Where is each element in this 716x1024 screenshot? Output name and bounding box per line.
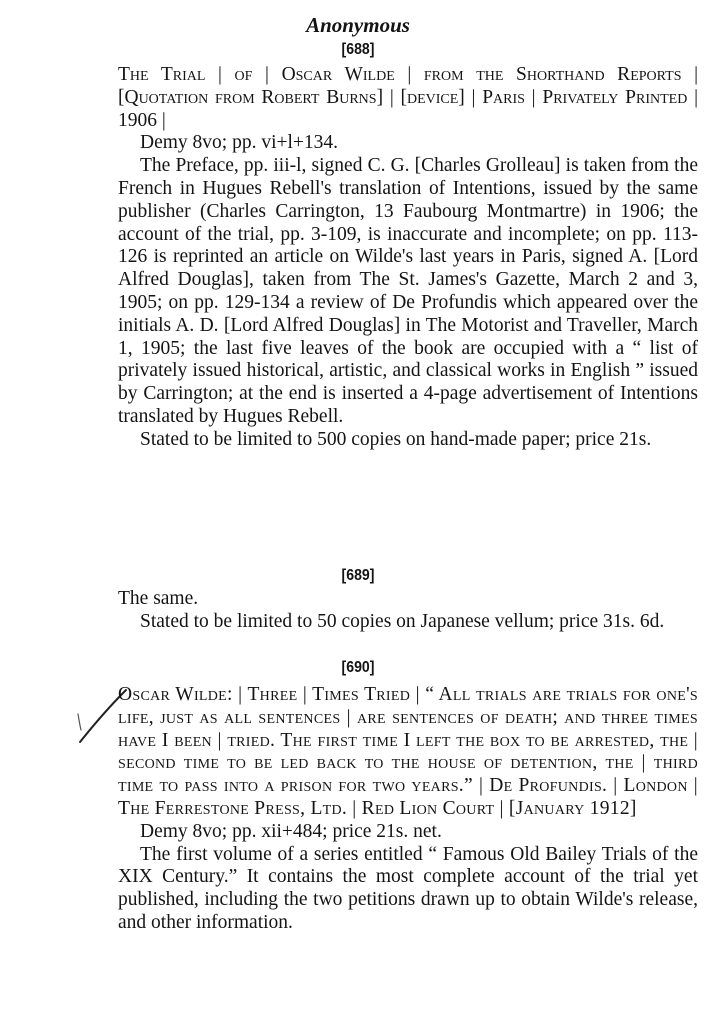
entry-689 bbox=[118, 588, 698, 634]
entry-number-689: [689] bbox=[341, 567, 375, 584]
entry-688-format: Demy 8vo; pp. vi+l+134. bbox=[140, 132, 339, 154]
entry-689-limitation: Stated to be limited to 50 copies on Japanese vellum; price 31s. 6d. bbox=[140, 610, 665, 632]
author-heading: Anonymous bbox=[306, 13, 410, 37]
entry-688-limitation: Stated to be limited to 500 copies on hand-made paper; price 21s. bbox=[140, 428, 652, 450]
entry-690-format: Demy 8vo; pp. xii+484; price 21s. net. bbox=[140, 820, 442, 842]
entry-690-description: The first volume of a series entitled “ Famous Old Bailey Trials of the XIX Century.” It contains the most complete account of the trial yet published, including the two petitions drawn up to obtain Wilde's release, and other information. bbox=[118, 843, 698, 933]
entry-689-title: The same. bbox=[118, 588, 199, 609]
entry-690-title: Oscar Wilde: | Three | Times Tried | “ All trials are trials for one's life, just as all sentences | are sentences of death; and three times have I been | tried. The first time I left the box to be arrested, the | second time to be led back to the house of detention, the | third time to pass into a prison for two years.” | De Profundis. | London | The Ferrestone Press, Ltd. | Red Lion Court | [January 1912] bbox=[118, 684, 698, 819]
entry-688-title: The Trial | of | Oscar Wilde | from the Shorthand Reports | [Quotation from Robert Burns] | [device] | Paris | Privately Printed | 1906 | bbox=[118, 64, 698, 131]
entry-number-688: [688] bbox=[341, 41, 375, 58]
entry-690 bbox=[118, 684, 698, 935]
entry-688-description: The Preface, pp. iii-l, signed C. G. [Charles Grolleau] is taken from the French in Hugues Rebell's translation of Intentions, issued by the same publisher (Charles Carrington, 13 Faubourg Montmartre) in 1906; the account of the trial, pp. 3-109, is inaccurate and incomplete; on pp. 113-126 is reprinted an article on Wilde's last years in Paris, signed A. [Lord Alfred Douglas], taken from The St. James's Gazette, March 2 and 3, 1905; on pp. 129-134 a review of De Profundis which appeared over the initials A. D. [Lord Alfred Douglas] in The Motorist and Traveller, March 1, 1905; the last five leaves of the book are occupied with a “ list of privately issued historical, artistic, and classical works in English ” issued by Carrington; at the end is inserted a 4-page advertisement of Intentions translated by Hugues Rebell. bbox=[118, 155, 698, 427]
entry-number-690: [690] bbox=[341, 659, 375, 676]
entry-688 bbox=[118, 64, 698, 452]
